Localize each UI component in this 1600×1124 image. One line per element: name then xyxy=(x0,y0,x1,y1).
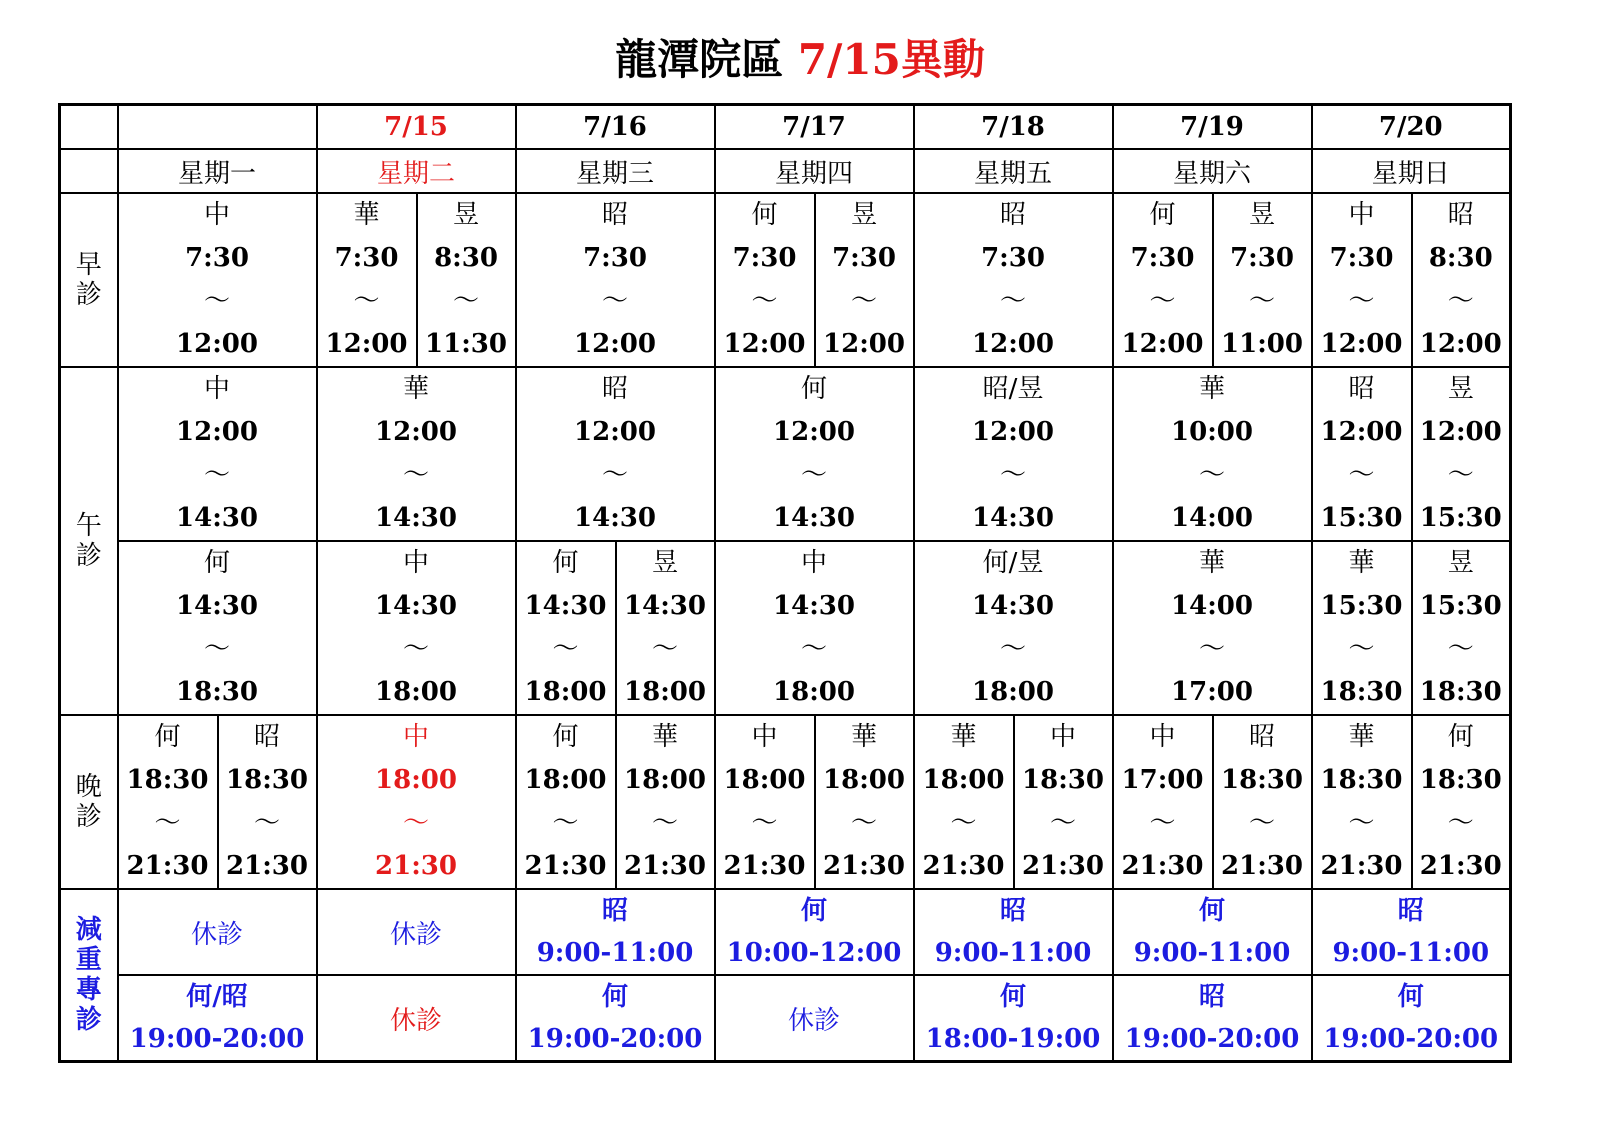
morning-slot-day1-0 xyxy=(317,193,417,367)
doctor-name: 昭 xyxy=(999,200,1026,230)
corner-cell xyxy=(60,105,118,150)
start-time: 14:30 xyxy=(773,591,855,621)
end-time: 12:00 xyxy=(823,329,905,359)
tilde: ～ xyxy=(1447,460,1474,490)
start-time: 14:30 xyxy=(624,591,706,621)
evening-row xyxy=(60,715,1511,889)
start-time: 18:30 xyxy=(226,765,308,795)
start-time: 18:00 xyxy=(922,765,1005,795)
doctor-name: 華 xyxy=(850,722,877,752)
time-range: 9:00-11:00 xyxy=(1133,938,1291,968)
tilde: ～ xyxy=(203,286,230,316)
closed-label: 休診 xyxy=(787,1005,840,1036)
evening-slot-day3-0 xyxy=(715,715,815,889)
end-time: 14:00 xyxy=(1171,503,1253,533)
tilde: ～ xyxy=(1248,286,1275,316)
time-range: 10:00-12:00 xyxy=(726,938,902,968)
end-time: 12:00 xyxy=(574,329,656,359)
tilde: ～ xyxy=(552,808,579,838)
end-time: 14:30 xyxy=(176,503,258,533)
start-time: 7:30 xyxy=(583,243,647,273)
start-time: 14:30 xyxy=(176,591,258,621)
tilde: ～ xyxy=(1198,634,1225,664)
tilde: ～ xyxy=(1447,286,1474,316)
doctor-name: 昭 xyxy=(1397,896,1424,926)
morning-slot-day1-1 xyxy=(417,193,516,367)
tilde: ～ xyxy=(999,460,1026,490)
date-mon xyxy=(118,105,317,150)
morning-slot-day3-0 xyxy=(715,193,815,367)
end-time: 14:30 xyxy=(375,503,457,533)
end-time: 18:00 xyxy=(773,677,855,707)
tilde: ～ xyxy=(800,460,827,490)
weight-row-1 xyxy=(60,889,1511,975)
weight2-cell-day2 xyxy=(516,975,715,1062)
morning-slot-day6-0 xyxy=(1312,193,1412,367)
afternoon1-slot-day6-0 xyxy=(1312,367,1412,541)
doctor-name: 何 xyxy=(800,896,827,926)
doctor-name: 何 xyxy=(1447,722,1474,752)
doctor-name: 昭 xyxy=(253,722,280,752)
weight1-cell-day1 xyxy=(317,889,516,975)
doctor-name: 中 xyxy=(1149,722,1176,752)
tilde: ～ xyxy=(1149,808,1176,838)
tilde: ～ xyxy=(751,808,778,838)
morning-slot-day0-0 xyxy=(118,193,317,367)
tilde: ～ xyxy=(253,808,280,838)
start-time: 7:30 xyxy=(1130,243,1195,273)
date-sat: 7/19 xyxy=(1113,105,1312,150)
weight1-cell-day5 xyxy=(1113,889,1312,975)
corner-cell-2 xyxy=(60,149,118,193)
end-time: 14:30 xyxy=(972,503,1054,533)
weight1-cell-day2 xyxy=(516,889,715,975)
doctor-name: 中 xyxy=(1049,722,1076,752)
weight-row-2 xyxy=(60,975,1511,1062)
start-time: 12:00 xyxy=(773,417,855,447)
doctor-name: 何 xyxy=(999,982,1026,1012)
tilde: ～ xyxy=(1198,460,1225,490)
tilde: ～ xyxy=(452,286,479,316)
doctor-name: 昭/昱 xyxy=(982,374,1044,404)
end-time: 12:00 xyxy=(1419,329,1502,359)
doctor-name: 何 xyxy=(552,548,579,578)
end-time: 18:00 xyxy=(375,677,457,707)
doctor-name: 何 xyxy=(1149,200,1176,230)
evening-slot-day5-1 xyxy=(1213,715,1312,889)
tilde: ～ xyxy=(950,808,977,838)
start-time: 18:00 xyxy=(524,765,607,795)
afternoon2-slot-day3-0 xyxy=(715,541,914,715)
start-time: 12:00 xyxy=(1320,417,1403,447)
doctor-name: 昭 xyxy=(601,374,628,404)
weight1-cell-day4 xyxy=(914,889,1113,975)
doctor-name: 華 xyxy=(1198,548,1225,578)
start-time: 18:30 xyxy=(1221,765,1303,795)
start-time: 17:00 xyxy=(1121,765,1204,795)
doctor-name: 昭 xyxy=(1248,722,1275,752)
tilde: ～ xyxy=(402,634,429,664)
tilde: ～ xyxy=(1348,808,1375,838)
start-time: 18:30 xyxy=(1320,765,1403,795)
doctor-name: 昭 xyxy=(1348,374,1375,404)
doctor-name: 何 xyxy=(1198,896,1225,926)
weight2-cell-day1 xyxy=(317,975,516,1062)
closed-label: 休診 xyxy=(389,1005,442,1036)
start-time: 18:30 xyxy=(1022,765,1104,795)
weight1-cell-day6 xyxy=(1312,889,1511,975)
start-time: 8:30 xyxy=(434,243,498,273)
schedule-table xyxy=(58,103,1512,1063)
doctor-name: 華 xyxy=(1348,548,1375,578)
doctor-name: 昭 xyxy=(999,896,1026,926)
tilde: ～ xyxy=(751,286,778,316)
start-time: 12:00 xyxy=(1419,417,1502,447)
tilde: ～ xyxy=(402,808,429,838)
doctor-name: 何 xyxy=(154,722,181,752)
end-time: 12:00 xyxy=(972,329,1054,359)
doctor-name: 中 xyxy=(203,374,230,404)
page-title xyxy=(0,30,1600,90)
end-time: 15:30 xyxy=(1320,503,1403,533)
evening-slot-day0-1 xyxy=(218,715,317,889)
doctor-name: 華 xyxy=(353,200,380,230)
tilde: ～ xyxy=(1447,634,1474,664)
end-time: 21:30 xyxy=(823,851,905,881)
time-range: 19:00-20:00 xyxy=(1124,1024,1300,1054)
weight1-cell-day0 xyxy=(118,889,317,975)
closed-label: 休診 xyxy=(190,919,243,950)
doctor-name: 中 xyxy=(751,722,778,752)
morning-slot-day5-0 xyxy=(1113,193,1213,367)
time-range: 19:00-20:00 xyxy=(129,1024,305,1054)
tilde: ～ xyxy=(651,808,678,838)
end-time: 18:00 xyxy=(624,677,706,707)
tilde: ～ xyxy=(402,460,429,490)
tilde: ～ xyxy=(1348,460,1375,490)
time-range: 9:00-11:00 xyxy=(934,938,1092,968)
time-range: 19:00-20:00 xyxy=(1323,1024,1499,1054)
tilde: ～ xyxy=(1149,286,1176,316)
end-time: 18:30 xyxy=(176,677,258,707)
tilde: ～ xyxy=(999,634,1026,664)
end-time: 21:30 xyxy=(1419,851,1502,881)
start-time: 7:30 xyxy=(1230,243,1294,273)
start-time: 8:30 xyxy=(1428,243,1493,273)
weight2-cell-day3 xyxy=(715,975,914,1062)
doctor-name: 昭 xyxy=(1198,982,1225,1012)
end-time: 21:30 xyxy=(126,851,209,881)
tilde: ～ xyxy=(1348,286,1375,316)
evening-slot-day6-0 xyxy=(1312,715,1412,889)
end-time: 14:30 xyxy=(773,503,855,533)
time-range: 9:00-11:00 xyxy=(536,938,694,968)
morning-row xyxy=(60,193,1511,367)
start-time: 18:30 xyxy=(126,765,209,795)
doctor-name: 華 xyxy=(950,722,977,752)
morning-slot-day6-1 xyxy=(1412,193,1511,367)
evening-label: 晚 診 xyxy=(60,715,118,889)
afternoon1-slot-day5-0 xyxy=(1113,367,1312,541)
start-time: 14:30 xyxy=(524,591,607,621)
morning-slot-day5-1 xyxy=(1213,193,1312,367)
doctor-name: 中 xyxy=(402,548,429,578)
evening-slot-day0-0 xyxy=(118,715,218,889)
end-time: 12:00 xyxy=(1121,329,1204,359)
start-time: 15:30 xyxy=(1419,591,1502,621)
doctor-name: 何 xyxy=(1397,982,1424,1012)
afternoon2-slot-day1-0 xyxy=(317,541,516,715)
afternoon1-slot-day6-1 xyxy=(1412,367,1511,541)
start-time: 18:30 xyxy=(1419,765,1502,795)
start-time: 7:30 xyxy=(832,243,896,273)
afternoon1-slot-day3-0 xyxy=(715,367,914,541)
doctor-name: 昭 xyxy=(1447,200,1474,230)
date-sun: 7/20 xyxy=(1312,105,1511,150)
end-time: 21:30 xyxy=(624,851,706,881)
end-time: 18:30 xyxy=(1320,677,1403,707)
tilde: ～ xyxy=(552,634,579,664)
doctor-name: 何/昭 xyxy=(186,982,248,1012)
end-time: 21:30 xyxy=(1320,851,1403,881)
end-time: 17:00 xyxy=(1171,677,1253,707)
afternoon1-slot-day0-0 xyxy=(118,367,317,541)
start-time: 12:00 xyxy=(176,417,258,447)
weekday-wed: 星期三 xyxy=(516,149,715,193)
end-time: 21:30 xyxy=(1221,851,1303,881)
afternoon1-slot-day1-0 xyxy=(317,367,516,541)
morning-label: 早 診 xyxy=(60,193,118,367)
afternoon2-slot-day0-0 xyxy=(118,541,317,715)
doctor-name: 昱 xyxy=(1248,200,1275,230)
tilde: ～ xyxy=(800,634,827,664)
end-time: 12:00 xyxy=(176,329,258,359)
start-time: 18:00 xyxy=(723,765,806,795)
start-time: 7:30 xyxy=(1329,243,1394,273)
morning-slot-day3-1 xyxy=(815,193,914,367)
evening-slot-day2-0 xyxy=(516,715,616,889)
tilde: ～ xyxy=(651,634,678,664)
start-time: 12:00 xyxy=(972,417,1054,447)
end-time: 21:30 xyxy=(723,851,806,881)
doctor-name: 華 xyxy=(651,722,678,752)
doctor-name: 何 xyxy=(800,374,827,404)
end-time: 21:30 xyxy=(375,851,457,881)
doctor-name: 中 xyxy=(203,200,230,230)
afternoon1-slot-day4-0 xyxy=(914,367,1113,541)
weight2-cell-day4 xyxy=(914,975,1113,1062)
start-time: 12:00 xyxy=(574,417,656,447)
date-thu: 7/17 xyxy=(715,105,914,150)
start-time: 14:30 xyxy=(375,591,457,621)
start-time: 18:00 xyxy=(375,765,457,795)
tilde: ～ xyxy=(1049,808,1076,838)
start-time: 15:30 xyxy=(1320,591,1403,621)
start-time: 7:30 xyxy=(334,243,399,273)
tilde: ～ xyxy=(999,286,1026,316)
doctor-name: 何 xyxy=(751,200,778,230)
date-fri: 7/18 xyxy=(914,105,1113,150)
tilde: ～ xyxy=(850,808,877,838)
doctor-name: 華 xyxy=(1348,722,1375,752)
evening-slot-day2-1 xyxy=(616,715,715,889)
afternoon-row-1 xyxy=(60,367,1511,541)
start-time: 18:00 xyxy=(624,765,706,795)
weekday-sat: 星期六 xyxy=(1113,149,1312,193)
doctor-name: 中 xyxy=(402,722,429,752)
weight-label: 減 重 專 診 xyxy=(60,889,118,1062)
evening-slot-day3-1 xyxy=(815,715,914,889)
doctor-name: 何 xyxy=(203,548,230,578)
doctor-name: 昱 xyxy=(850,200,877,230)
title-change: 7/15異動 xyxy=(797,35,985,84)
afternoon1-slot-day2-0 xyxy=(516,367,715,541)
time-range: 9:00-11:00 xyxy=(1332,938,1490,968)
weekday-mon: 星期一 xyxy=(118,149,317,193)
start-time: 14:30 xyxy=(972,591,1054,621)
date-wed: 7/16 xyxy=(516,105,715,150)
evening-slot-day1-0 xyxy=(317,715,516,889)
start-time: 7:30 xyxy=(732,243,797,273)
tilde: ～ xyxy=(353,286,380,316)
morning-slot-day2-0 xyxy=(516,193,715,367)
afternoon2-slot-day5-0 xyxy=(1113,541,1312,715)
doctor-name: 昱 xyxy=(452,200,479,230)
doctor-name: 何/昱 xyxy=(982,548,1044,578)
doctor-name: 中 xyxy=(800,548,827,578)
tilde: ～ xyxy=(1348,634,1375,664)
tilde: ～ xyxy=(1248,808,1275,838)
end-time: 11:30 xyxy=(425,329,507,359)
start-time: 7:30 xyxy=(185,243,249,273)
weight2-cell-day6 xyxy=(1312,975,1511,1062)
weekday-header-row xyxy=(60,149,1511,193)
doctor-name: 中 xyxy=(1348,200,1375,230)
date-tue: 7/15 xyxy=(317,105,516,150)
weight2-cell-day5 xyxy=(1113,975,1312,1062)
afternoon2-slot-day2-0 xyxy=(516,541,616,715)
time-range: 18:00-19:00 xyxy=(925,1024,1101,1054)
weight2-cell-day0 xyxy=(118,975,317,1062)
end-time: 21:30 xyxy=(524,851,607,881)
tilde: ～ xyxy=(203,634,230,664)
end-time: 21:30 xyxy=(922,851,1005,881)
weekday-fri: 星期五 xyxy=(914,149,1113,193)
end-time: 12:00 xyxy=(1320,329,1403,359)
doctor-name: 昭 xyxy=(601,896,628,926)
time-range: 19:00-20:00 xyxy=(527,1024,703,1054)
afternoon2-slot-day2-1 xyxy=(616,541,715,715)
start-time: 7:30 xyxy=(981,243,1045,273)
evening-slot-day4-1 xyxy=(1014,715,1113,889)
weight1-cell-day3 xyxy=(715,889,914,975)
afternoon2-slot-day4-0 xyxy=(914,541,1113,715)
tilde: ～ xyxy=(601,286,628,316)
doctor-name: 昱 xyxy=(651,548,678,578)
end-time: 14:30 xyxy=(574,503,656,533)
start-time: 10:00 xyxy=(1171,417,1253,447)
end-time: 21:30 xyxy=(1022,851,1104,881)
closed-label: 休診 xyxy=(389,919,442,950)
weekday-tue: 星期二 xyxy=(317,149,516,193)
tilde: ～ xyxy=(601,460,628,490)
afternoon-label: 午 診 xyxy=(60,367,118,715)
end-time: 21:30 xyxy=(1121,851,1204,881)
doctor-name: 昭 xyxy=(601,200,628,230)
end-time: 18:00 xyxy=(972,677,1054,707)
doctor-name: 何 xyxy=(552,722,579,752)
tilde: ～ xyxy=(850,286,877,316)
start-time: 12:00 xyxy=(375,417,457,447)
end-time: 21:30 xyxy=(226,851,308,881)
morning-slot-day4-0 xyxy=(914,193,1113,367)
weekday-sun: 星期日 xyxy=(1312,149,1511,193)
start-time: 14:00 xyxy=(1171,591,1253,621)
weekday-thu: 星期四 xyxy=(715,149,914,193)
tilde: ～ xyxy=(154,808,181,838)
afternoon2-slot-day6-1 xyxy=(1412,541,1511,715)
evening-slot-day6-1 xyxy=(1412,715,1511,889)
title-main: 龍潭院區 xyxy=(615,35,784,84)
afternoon2-slot-day6-0 xyxy=(1312,541,1412,715)
doctor-name: 何 xyxy=(601,982,628,1012)
end-time: 12:00 xyxy=(325,329,408,359)
tilde: ～ xyxy=(203,460,230,490)
doctor-name: 華 xyxy=(1198,374,1225,404)
date-header-row xyxy=(60,105,1511,150)
doctor-name: 華 xyxy=(402,374,429,404)
doctor-name: 昱 xyxy=(1447,374,1474,404)
afternoon-row-2 xyxy=(60,541,1511,715)
end-time: 15:30 xyxy=(1419,503,1502,533)
end-time: 12:00 xyxy=(723,329,806,359)
end-time: 11:00 xyxy=(1221,329,1303,359)
evening-slot-day5-0 xyxy=(1113,715,1213,889)
start-time: 18:00 xyxy=(823,765,905,795)
end-time: 18:00 xyxy=(524,677,607,707)
doctor-name: 昱 xyxy=(1447,548,1474,578)
tilde: ～ xyxy=(1447,808,1474,838)
evening-slot-day4-0 xyxy=(914,715,1014,889)
end-time: 18:30 xyxy=(1419,677,1502,707)
